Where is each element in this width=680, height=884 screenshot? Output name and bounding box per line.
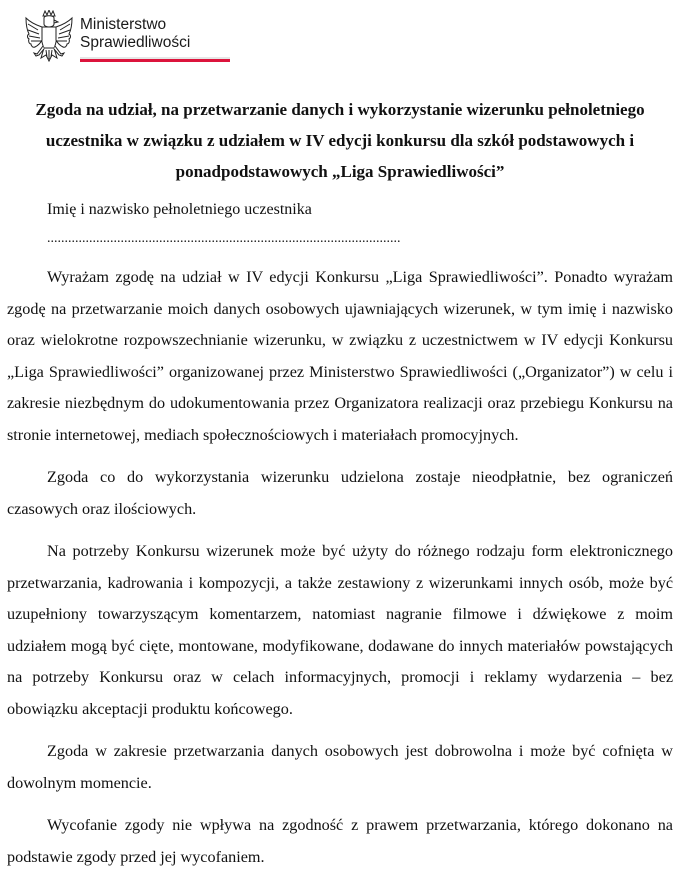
participant-name-field: .....................................................................................................	[47, 231, 401, 246]
document-title: Zgoda na udział, na przetwarzanie danych i wykorzystanie wizerunku pełnoletniego uczestnika w związku z udziałem w IV edycji konkursu dla szkół podstawowych i ponadpodstawowych „Liga Sprawiedliwości”	[35, 100, 645, 181]
consent-paragraph-voluntary: Zgoda w zakresie przetwarzania danych osobowych jest dobrowolna i może być cofnięta w dowolnym momencie.	[7, 742, 673, 792]
ministry-name-line2: Sprawiedliwości	[80, 34, 191, 51]
ministry-header	[24, 8, 214, 68]
ministry-name	[80, 16, 190, 52]
polish-eagle-emblem-icon	[24, 10, 74, 68]
polish-flag-stripe	[80, 57, 230, 62]
consent-paragraph-withdrawal: Wycofanie zgody nie wpływa na zgodność z prawem przetwarzania, którego dokonano na podstawie zgody przed jej wycofaniem.	[7, 816, 673, 866]
participant-name-label: Imię i nazwisko pełnoletniego uczestnika	[47, 201, 312, 218]
consent-paragraph-free-of-charge: Zgoda co do wykorzystania wizerunku udzielona zostaje nieodpłatnie, bez ograniczeń czasowych oraz ilościowych.	[7, 468, 673, 518]
ministry-name-line1: Ministerstwo	[80, 16, 167, 33]
consent-paragraph-participation: Wyrażam zgodę na udział w IV edycji Konkursu „Liga Sprawiedliwości”. Ponadto wyrażam zgodę na przetwarzanie moich danych osobowych ujawniających wizerunek, w tym imię i nazwisko oraz wielokrotne rozpowszechnianie wizerunku, w związku z uczestnictwem w IV edycji Konkursu „Liga Sprawiedliwości” organizowanej przez Ministerstwo Sprawiedliwości („Organizator”) w celu i zakresie niezbędnym do udokumentowania przez Organizatora realizacji oraz przebiegu Konkursu na stronie internetowej, mediach społecznościowych i materiałach promocyjnych.	[7, 268, 673, 444]
flag-red-stripe	[80, 59, 230, 62]
consent-paragraph-image-usage: Na potrzeby Konkursu wizerunek może być użyty do różnego rodzaju form elektronicznego przetwarzania, kadrowania i kompozycji, a także zestawiony z wizerunkami innych osób, może być uzupełniony towarzyszącym komentarzem, natomiast nagranie filmowe i dźwiękowe z moim udziałem mogą być cięte, montowane, modyfikowane, dodawane do innych materiałów powstających na potrzeby Konkursu oraz w celach informacyjnych, promocji i reklamy wydarzenia – bez obowiązku akceptacji produktu końcowego.	[7, 542, 673, 718]
consent-body	[7, 262, 673, 884]
